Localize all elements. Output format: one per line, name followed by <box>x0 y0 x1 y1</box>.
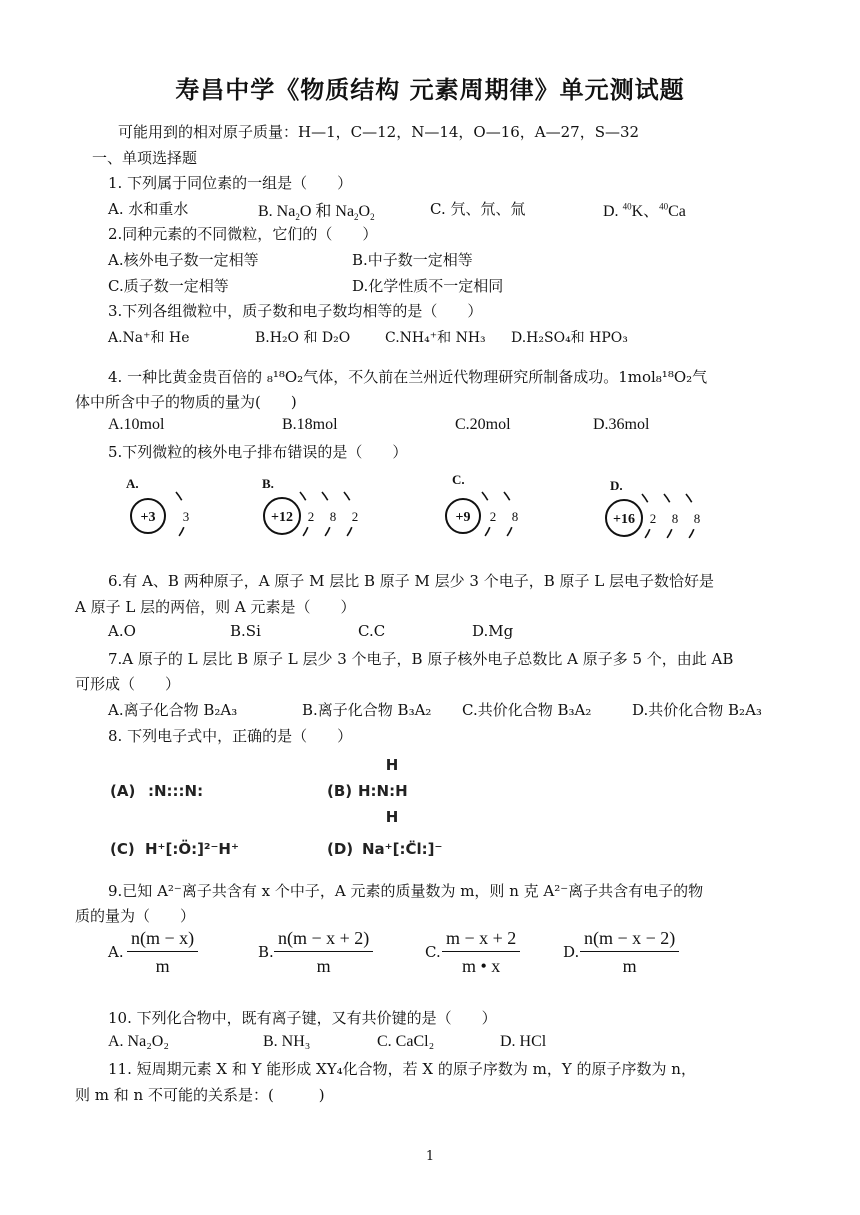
question-6-stem-line1: 6.有 A、B 两种原子，A 原子 M 层比 B 原子 M 层少 3 个电子，B 原子 L 层电子数恰好是 <box>108 572 715 590</box>
diagram-a-nucleus: +3 <box>140 510 156 525</box>
question-11-stem-line2: 则 m 和 n 不可能的关系是：( ) <box>75 1086 325 1104</box>
diagram-c-label: C. <box>452 472 465 487</box>
question-3-option-d: D.H₂SO₄和 HPO₃ <box>511 330 628 346</box>
question-9-option-d-label: D. <box>563 943 580 961</box>
fraction-d-denominator: m <box>622 956 637 976</box>
question-5-stem: 5.下列微粒的核外电子排布错误的是（ ） <box>108 443 408 461</box>
atomic-mass-line: 可能用到的相对原子质量：H—1，C—12，N—14，O—16，A—27，S—32 <box>118 123 640 141</box>
question-2-option-c: C.质子数一定相等 <box>108 277 229 295</box>
diagram-b-nucleus: +12 <box>271 510 293 525</box>
diagram-d-shell-2: 8 <box>671 511 679 526</box>
question-2-stem: 2.同种元素的不同微粒，它们的（ ） <box>108 225 378 243</box>
diagram-b-shell-3: 2 <box>351 509 359 524</box>
question-10-option-d: D. HCl <box>500 1033 547 1050</box>
question-7-option-a: A.离子化合物 B₂A₃ <box>108 701 238 719</box>
page-title: 寿昌中学《物质结构 元素周期律》单元测试题 <box>175 76 685 104</box>
question-6-option-b: B.Si <box>230 622 261 640</box>
fraction-d-numerator: n(m − x − 2) <box>580 928 679 952</box>
question-10-option-a: A. Na₂O₂ <box>108 1033 169 1050</box>
question-10-stem: 10. 下列化合物中，既有离子键，又有共价键的是（ ） <box>108 1009 497 1027</box>
diagram-a-label: A. <box>126 476 139 491</box>
question-2-option-b: B.中子数一定相等 <box>352 251 473 269</box>
fraction-b-denominator: m <box>316 956 331 976</box>
question-1-option-a: A. 水和重水 <box>108 200 189 218</box>
question-9-option-a-fraction <box>127 928 198 977</box>
question-1-option-b: B. $Na_2O$ 和 $Na_2O_2$ <box>258 203 375 223</box>
question-4-stem-line1: 4. 一种比黄金贵百倍的 ₈¹⁸O₂气体，不久前在兰州近代物理研究所制备成功。1mol₈¹⁸O₂气 <box>108 368 708 386</box>
question-9-option-b-label: B. <box>258 943 274 961</box>
question-6-option-a: A.O <box>108 622 136 640</box>
question-2-option-a: A.核外电子数一定相等 <box>108 251 259 269</box>
fraction-a-numerator: n(m − x) <box>127 928 198 952</box>
question-4-stem-line2: 体中所含中子的物质的量为( ) <box>75 393 297 411</box>
question-9-option-b-fraction <box>274 928 373 977</box>
formula-c: H⁺[:Ö:]²⁻H⁺ <box>145 840 239 858</box>
question-7-option-c: C.共价化合物 B₃A₂ <box>462 701 592 719</box>
formula-c-label: (C) <box>110 840 135 858</box>
electron-dot-formulas <box>0 750 860 865</box>
diagram-d-nucleus: +16 <box>613 512 635 527</box>
question-4-option-d: D.36mol <box>593 416 650 433</box>
question-4-option-c: C.20mol <box>455 416 511 433</box>
diagram-d-label: D. <box>610 478 623 493</box>
question-1-option-c: C. 氕、氘、氚 <box>430 200 526 218</box>
question-3-stem: 3.下列各组微粒中，质子数和电子数均相等的是（ ） <box>108 302 483 320</box>
fraction-b-numerator: n(m − x + 2) <box>274 928 373 952</box>
question-9-option-c-label: C. <box>425 943 441 961</box>
question-9-option-a-label: A. <box>108 943 124 961</box>
electron-shell-diagrams <box>0 470 860 550</box>
diagram-b-shell-2: 8 <box>329 509 337 524</box>
question-2-option-d: D.化学性质不一定相同 <box>352 277 504 295</box>
question-3-option-c: C.NH₄⁺和 NH₃ <box>385 330 486 346</box>
diagram-d-shell-3: 8 <box>693 511 701 526</box>
formula-b-top-h: H <box>385 756 399 774</box>
question-7-option-d: D.共价化合物 B₂A₃ <box>632 701 762 719</box>
question-9-option-c-fraction <box>442 928 520 977</box>
question-4-option-a: A.10mol <box>108 416 165 433</box>
formula-b-bottom-h: H <box>385 808 399 826</box>
fraction-a-denominator: m <box>155 956 170 976</box>
diagram-d-shell-1: 2 <box>649 511 657 526</box>
question-6-option-c: C.C <box>358 622 386 640</box>
question-1-option-d: D. $^{40}$K、$^{40}$Ca <box>603 201 686 220</box>
formula-a: :N:::N: <box>148 782 204 800</box>
diagram-b-shell-1: 2 <box>307 509 315 524</box>
formula-d-label: (D) <box>327 840 354 858</box>
diagram-b-label: B. <box>262 476 274 491</box>
question-1-stem: 1. 下列属于同位素的一组是（ ） <box>108 174 353 192</box>
question-3-option-b: B.H₂O 和 D₂O <box>255 330 351 346</box>
formula-b: H:N:H <box>358 782 408 800</box>
section-heading: 一、单项选择题 <box>92 149 198 167</box>
diagram-a-shell-1: 3 <box>182 509 190 524</box>
formula-b-label: (B) <box>327 782 353 800</box>
question-7-stem-line1: 7.A 原子的 L 层比 B 原子 L 层少 3 个电子，B 原子核外电子总数比 A 原子多 5 个，由此 AB <box>108 650 734 668</box>
question-9-stem-line1: 9.已知 A²⁻离子共含有 x 个中子，A 元素的质量数为 m，则 n 克 A²⁻离子共含有电子的物 <box>108 882 704 900</box>
fraction-c-denominator: m • x <box>462 956 501 976</box>
page-number: 1 <box>425 1149 435 1164</box>
question-6-option-d: D.Mg <box>472 622 514 640</box>
diagram-c-shell-2: 8 <box>511 509 519 524</box>
question-10-option-c: C. CaCl₂ <box>377 1033 435 1050</box>
question-10-option-b: B. NH₃ <box>263 1033 311 1050</box>
question-3-option-a: A.Na⁺和 He <box>108 330 190 346</box>
question-11-stem-line1: 11. 短周期元素 X 和 Y 能形成 XY₄化合物，若 X 的原子序数为 m，Y 的原子序数为 n， <box>108 1060 696 1078</box>
question-7-option-b: B.离子化合物 B₃A₂ <box>302 701 432 719</box>
question-4-option-b: B.18mol <box>282 416 338 433</box>
diagram-c-nucleus: +9 <box>455 510 471 525</box>
question-7-stem-line2: 可形成（ ） <box>75 675 181 693</box>
question-9-stem-line2: 质的量为（ ） <box>75 907 196 925</box>
fraction-c-numerator: m − x + 2 <box>442 928 520 952</box>
question-6-stem-line2: A 原子 L 层的两倍，则 A 元素是（ ） <box>75 598 356 616</box>
formula-a-label: (A) <box>110 782 136 800</box>
question-9-option-d-fraction <box>580 928 679 977</box>
question-8-stem: 8. 下列电子式中，正确的是（ ） <box>108 727 353 745</box>
diagram-c-shell-1: 2 <box>489 509 497 524</box>
formula-d: Na⁺[:C̈l:]⁻ <box>362 840 443 858</box>
